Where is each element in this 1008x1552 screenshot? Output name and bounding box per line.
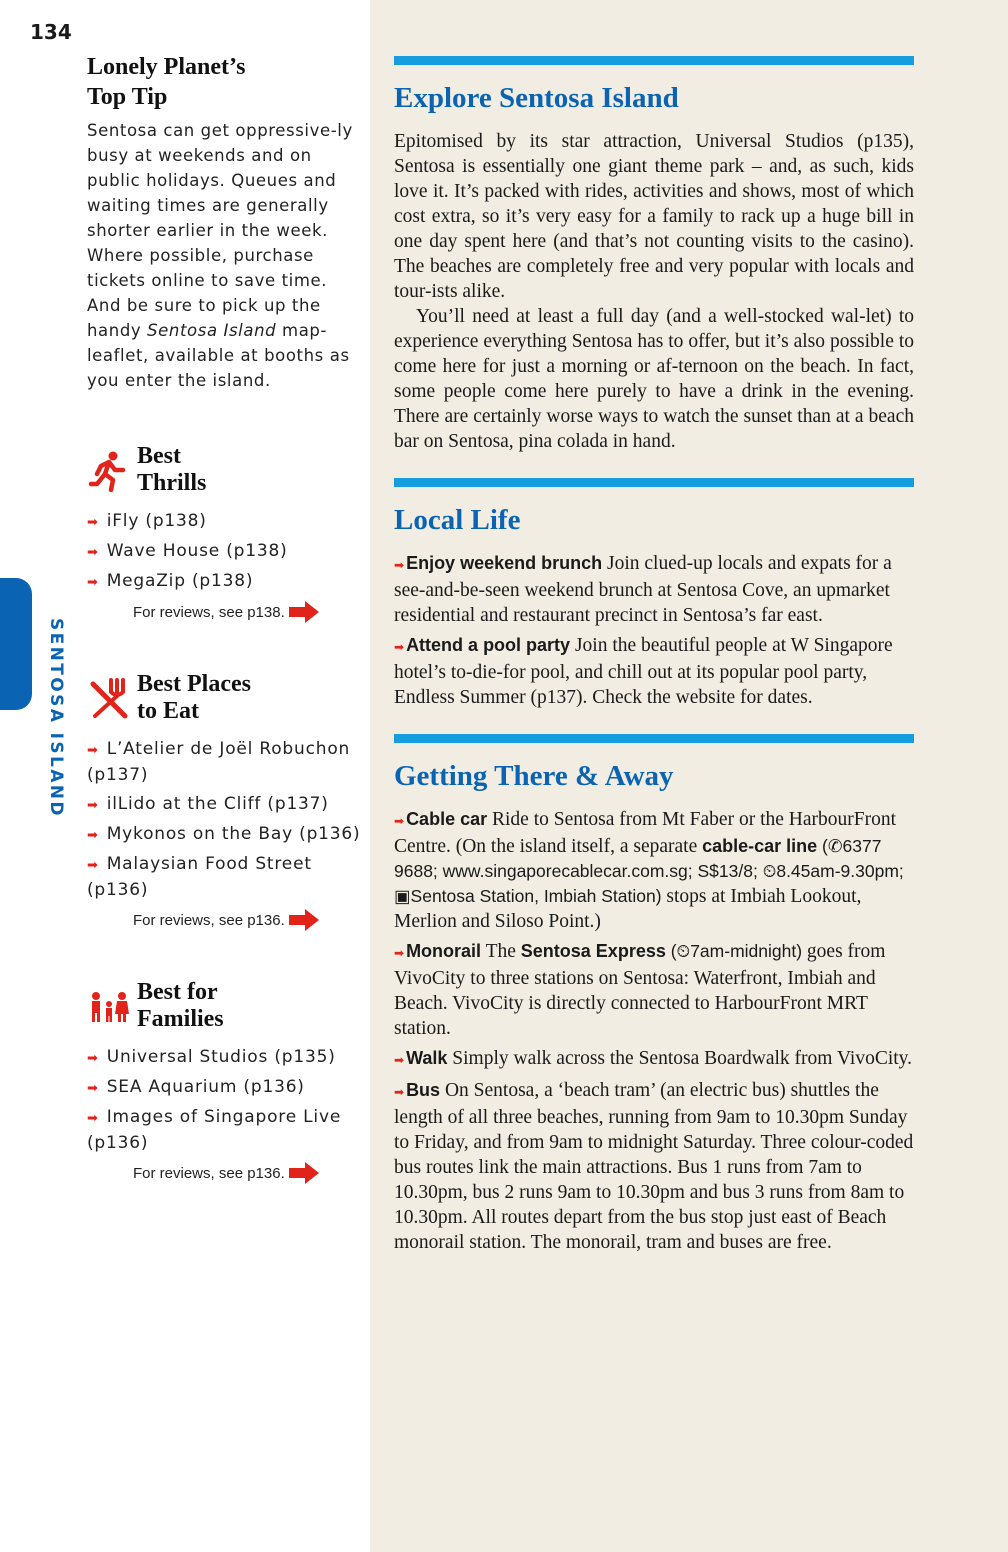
- arrow-icon: ➡: [87, 1051, 99, 1066]
- arrow-icon: ➡: [87, 575, 99, 590]
- top-tip-body: Sentosa can get oppressive-ly busy at weekends and on public holidays. Queues and waiting times are generally shorter earlier in the week. Where possible, purchase tickets online to save time. And be sure to pick up the handy Sentosa Island map-leaflet, available at booths as you enter the island.: [87, 121, 353, 390]
- top-tip: [87, 52, 362, 393]
- arrow-icon: ➡: [394, 1053, 405, 1067]
- section-bar: [394, 478, 914, 487]
- best-families-title: Best for Families: [137, 979, 224, 1032]
- reviews-reference: For reviews, see p138.: [133, 601, 362, 623]
- list-item: ➡ ilLido at the Cliff (p137): [87, 794, 329, 814]
- arrow-icon: ➡: [87, 743, 99, 758]
- transport-item-monorail: ➡ Monorail The Sentosa Express (⏲7am-midnight) goes from VivoCity to three stations on Sentosa: Waterfront, Imbiah and Beach. VivoCity is directly connected to HarbourFront MRT station.: [394, 941, 886, 1039]
- getting-there-section: [394, 734, 914, 1255]
- best-thrills-header: [87, 443, 362, 497]
- transport-item-cable-car: ➡ Cable car Ride to Sentosa from Mt Faber or the HarbourFront Centre. (On the island itself, a separate cable-car line (✆6377 9688; www.singaporecablecar.com.sg; S$13/8; ⏲8.45am-9.30pm; ▣Sentosa Station, Imbiah Station) stops at Imbiah Lookout, Merlion and Siloso Point.): [394, 809, 904, 932]
- list-item: ➡ Wave House (p138): [87, 541, 288, 561]
- local-life-title: Local Life: [394, 504, 521, 536]
- transport-item-bus: ➡ Bus On Sentosa, a ‘beach tram’ (an electric bus) shuttles the length of all three beaches, running from 9am to 10.30pm Sunday to Friday, and from 9am to midnight Saturday. Three colour-coded bus routes link the main attractions. Bus 1 runs from 7am to 10.30pm, bus 2 runs 9am to 10.30pm and bus 3 runs from 8am to 10.30pm. All routes depart from the bus stop just east of Beach monorail station. The monorail, tram and buses are free.: [394, 1080, 914, 1253]
- explore-para-2: You’ll need at least a full day (and a well-stocked wal-let) to experience everything Sentosa has to offer, but it’s also possible to come here for just a morning or af-ternoon on the beach. In fact, some people come here purely to have a drink in the evening. There are certainly worse ways to watch the sunset than at a beach bar on Sentosa, pina colada in hand.: [394, 306, 914, 452]
- arrow-icon: ➡: [87, 858, 99, 873]
- local-life-item: ➡ Attend a pool party Join the beautiful people at W Singapore hotel’s to-die-for pool, and chill out at its popular pool party, Endless Summer (p137). Check the website for dates.: [394, 635, 893, 708]
- best-thrills-list: [87, 509, 362, 595]
- best-families-header: [87, 979, 362, 1033]
- arrow-icon: ➡: [87, 828, 99, 843]
- arrow-icon: ➡: [394, 1085, 405, 1099]
- best-eat-list: [87, 737, 362, 903]
- arrow-icon: ➡: [394, 946, 405, 960]
- reviews-reference: For reviews, see p136.: [133, 1162, 362, 1184]
- arrow-right-icon: [289, 601, 319, 623]
- arrow-right-icon: [289, 909, 319, 931]
- list-item: ➡ MegaZip (p138): [87, 571, 254, 591]
- list-item: ➡ SEA Aquarium (p136): [87, 1077, 305, 1097]
- best-for-families: [87, 979, 362, 1184]
- list-item: ➡ Images of Singapore Live (p136): [87, 1107, 342, 1153]
- page-number: 134: [30, 20, 72, 44]
- top-tip-title-line2: Top Tip: [87, 84, 168, 110]
- arrow-right-icon: [289, 1162, 319, 1184]
- left-column: [87, 52, 362, 1184]
- arrow-icon: ➡: [87, 798, 99, 813]
- family-icon: [87, 984, 131, 1028]
- reviews-reference: For reviews, see p136.: [133, 909, 362, 931]
- arrow-icon: ➡: [394, 558, 405, 572]
- local-life-section: [394, 478, 914, 710]
- right-column: [394, 56, 914, 1260]
- running-person-icon: [87, 448, 131, 492]
- top-tip-title-line1: Lonely Planet’s: [87, 54, 246, 80]
- best-thrills: [87, 443, 362, 623]
- chapter-tab: [0, 578, 32, 710]
- explore-section: [394, 56, 914, 454]
- transport-item-walk: ➡ Walk Simply walk across the Sentosa Boardwalk from VivoCity.: [394, 1048, 913, 1069]
- arrow-icon: ➡: [394, 814, 405, 828]
- best-families-list: [87, 1045, 362, 1156]
- section-bar: [394, 734, 914, 743]
- explore-title: Explore Sentosa Island: [394, 82, 679, 114]
- best-eat-title: Best Places to Eat: [137, 671, 251, 724]
- best-eat-header: [87, 671, 362, 725]
- list-item: ➡ Malaysian Food Street (p136): [87, 854, 312, 900]
- list-item: ➡ L’Atelier de Joël Robuchon (p137): [87, 739, 351, 785]
- arrow-icon: ➡: [87, 1081, 99, 1096]
- explore-para-1: Epitomised by its star attraction, Universal Studios (p135), Sentosa is essentially one giant theme park – and, as such, kids love it. It’s packed with rides, activities and shows, most of which cost extra, so it’s very easy for a family to rack up a huge bill in one day spent here (and that’s not counting visits to the casino). The beaches are completely free and very popular with locals and tour-ists alike.: [394, 131, 914, 302]
- section-bar: [394, 56, 914, 65]
- list-item: ➡ iFly (p138): [87, 511, 207, 531]
- getting-there-title: Getting There & Away: [394, 760, 674, 792]
- best-places-to-eat: [87, 671, 362, 931]
- list-item: ➡ Mykonos on the Bay (p136): [87, 824, 361, 844]
- arrow-icon: ➡: [87, 1111, 99, 1126]
- best-thrills-title: Best Thrills: [137, 443, 207, 496]
- list-item: ➡ Universal Studios (p135): [87, 1047, 336, 1067]
- arrow-icon: ➡: [87, 515, 99, 530]
- top-tip-title: [87, 52, 362, 112]
- arrow-icon: ➡: [394, 640, 405, 654]
- local-life-item: ➡ Enjoy weekend brunch Join clued-up locals and expats for a see-and-be-seen weekend brunch at Sentosa Cove, an upmarket residential and restaurant precinct in Sentosa’s far east.: [394, 553, 892, 626]
- arrow-icon: ➡: [87, 545, 99, 560]
- fork-knife-icon: [87, 676, 131, 720]
- chapter-label: SENTOSA ISLAND: [46, 618, 66, 818]
- map-leaflet-title: Sentosa Island: [147, 321, 277, 340]
